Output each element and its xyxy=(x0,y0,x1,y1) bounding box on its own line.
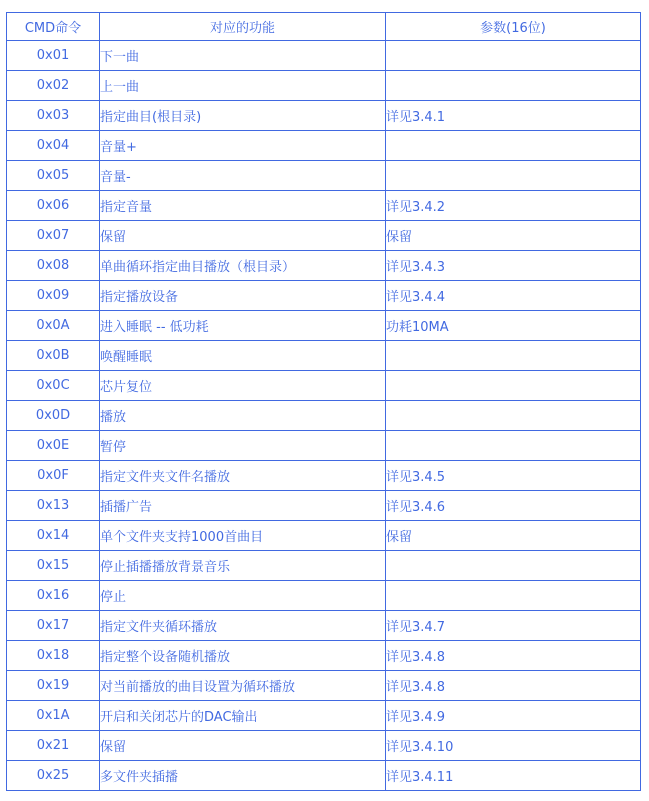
param-cell: 详见3.4.6 xyxy=(386,491,641,521)
function-cell: 停止 xyxy=(100,581,386,611)
function-cell: 音量+ xyxy=(100,131,386,161)
cmd-cell: 0x01 xyxy=(7,41,100,71)
function-cell: 上一曲 xyxy=(100,71,386,101)
function-cell: 停止插播播放背景音乐 xyxy=(100,551,386,581)
param-cell: 详见3.4.3 xyxy=(386,251,641,281)
function-cell: 播放 xyxy=(100,401,386,431)
param-cell xyxy=(386,341,641,371)
column-header-2: 参数(16位) xyxy=(386,13,641,41)
cmd-cell: 0x0C xyxy=(7,371,100,401)
table-row xyxy=(7,701,641,731)
table-row xyxy=(7,761,641,791)
table-row xyxy=(7,731,641,761)
function-cell: 开启和关闭芯片的DAC输出 xyxy=(100,701,386,731)
function-cell: 指定曲目(根目录) xyxy=(100,101,386,131)
cmd-cell: 0x0F xyxy=(7,461,100,491)
table-row xyxy=(7,431,641,461)
table-row xyxy=(7,521,641,551)
param-cell xyxy=(386,551,641,581)
cmd-cell: 0x1A xyxy=(7,701,100,731)
function-cell: 保留 xyxy=(100,221,386,251)
param-cell: 详见3.4.11 xyxy=(386,761,641,791)
param-cell: 详见3.4.5 xyxy=(386,461,641,491)
cmd-cell: 0x03 xyxy=(7,101,100,131)
table-row xyxy=(7,161,641,191)
function-cell: 暂停 xyxy=(100,431,386,461)
cmd-cell: 0x14 xyxy=(7,521,100,551)
cmd-cell: 0x19 xyxy=(7,671,100,701)
function-cell: 芯片复位 xyxy=(100,371,386,401)
function-cell: 指定文件夹循环播放 xyxy=(100,611,386,641)
cmd-cell: 0x0A xyxy=(7,311,100,341)
table-row xyxy=(7,491,641,521)
table-row xyxy=(7,371,641,401)
table-body xyxy=(7,41,641,791)
table-row xyxy=(7,581,641,611)
function-cell: 进入睡眠 -- 低功耗 xyxy=(100,311,386,341)
cmd-cell: 0x15 xyxy=(7,551,100,581)
table-row xyxy=(7,551,641,581)
cmd-cell: 0x08 xyxy=(7,251,100,281)
column-header-0: CMD命令 xyxy=(7,13,100,41)
param-cell xyxy=(386,581,641,611)
function-cell: 指定文件夹文件名播放 xyxy=(100,461,386,491)
table-row xyxy=(7,401,641,431)
table-row xyxy=(7,41,641,71)
cmd-cell: 0x18 xyxy=(7,641,100,671)
function-cell: 插播广告 xyxy=(100,491,386,521)
function-cell: 指定整个设备随机播放 xyxy=(100,641,386,671)
function-cell: 指定播放设备 xyxy=(100,281,386,311)
param-cell xyxy=(386,41,641,71)
table-row xyxy=(7,311,641,341)
param-cell xyxy=(386,401,641,431)
cmd-cell: 0x25 xyxy=(7,761,100,791)
param-cell: 详见3.4.4 xyxy=(386,281,641,311)
function-cell: 唤醒睡眠 xyxy=(100,341,386,371)
table-row xyxy=(7,191,641,221)
param-cell: 详见3.4.8 xyxy=(386,671,641,701)
table-row xyxy=(7,251,641,281)
table-row xyxy=(7,671,641,701)
param-cell: 详见3.4.9 xyxy=(386,701,641,731)
function-cell: 指定音量 xyxy=(100,191,386,221)
function-cell: 多文件夹插播 xyxy=(100,761,386,791)
cmd-cell: 0x21 xyxy=(7,731,100,761)
cmd-cell: 0x13 xyxy=(7,491,100,521)
cmd-cell: 0x06 xyxy=(7,191,100,221)
param-cell xyxy=(386,71,641,101)
cmd-cell: 0x04 xyxy=(7,131,100,161)
column-header-1: 对应的功能 xyxy=(100,13,386,41)
param-cell: 详见3.4.2 xyxy=(386,191,641,221)
param-cell: 保留 xyxy=(386,221,641,251)
command-table xyxy=(6,12,641,791)
param-cell: 保留 xyxy=(386,521,641,551)
table-row xyxy=(7,71,641,101)
table-row xyxy=(7,461,641,491)
function-cell: 保留 xyxy=(100,731,386,761)
table-row xyxy=(7,131,641,161)
param-cell: 功耗10MA xyxy=(386,311,641,341)
function-cell: 单个文件夹支持1000首曲目 xyxy=(100,521,386,551)
function-cell: 下一曲 xyxy=(100,41,386,71)
cmd-cell: 0x0D xyxy=(7,401,100,431)
function-cell: 音量- xyxy=(100,161,386,191)
param-cell xyxy=(386,131,641,161)
cmd-cell: 0x02 xyxy=(7,71,100,101)
table-row xyxy=(7,221,641,251)
cmd-cell: 0x16 xyxy=(7,581,100,611)
param-cell: 详见3.4.8 xyxy=(386,641,641,671)
function-cell: 单曲循环指定曲目播放（根目录） xyxy=(100,251,386,281)
table-header-row xyxy=(7,13,641,41)
cmd-cell: 0x0B xyxy=(7,341,100,371)
cmd-cell: 0x0E xyxy=(7,431,100,461)
cmd-cell: 0x17 xyxy=(7,611,100,641)
cmd-cell: 0x07 xyxy=(7,221,100,251)
param-cell: 详见3.4.10 xyxy=(386,731,641,761)
table-row xyxy=(7,641,641,671)
function-cell: 对当前播放的曲目设置为循环播放 xyxy=(100,671,386,701)
param-cell: 详见3.4.1 xyxy=(386,101,641,131)
table-row xyxy=(7,281,641,311)
table-row xyxy=(7,101,641,131)
cmd-cell: 0x05 xyxy=(7,161,100,191)
param-cell xyxy=(386,371,641,401)
cmd-cell: 0x09 xyxy=(7,281,100,311)
param-cell xyxy=(386,431,641,461)
param-cell xyxy=(386,161,641,191)
table-row xyxy=(7,341,641,371)
table-row xyxy=(7,611,641,641)
param-cell: 详见3.4.7 xyxy=(386,611,641,641)
